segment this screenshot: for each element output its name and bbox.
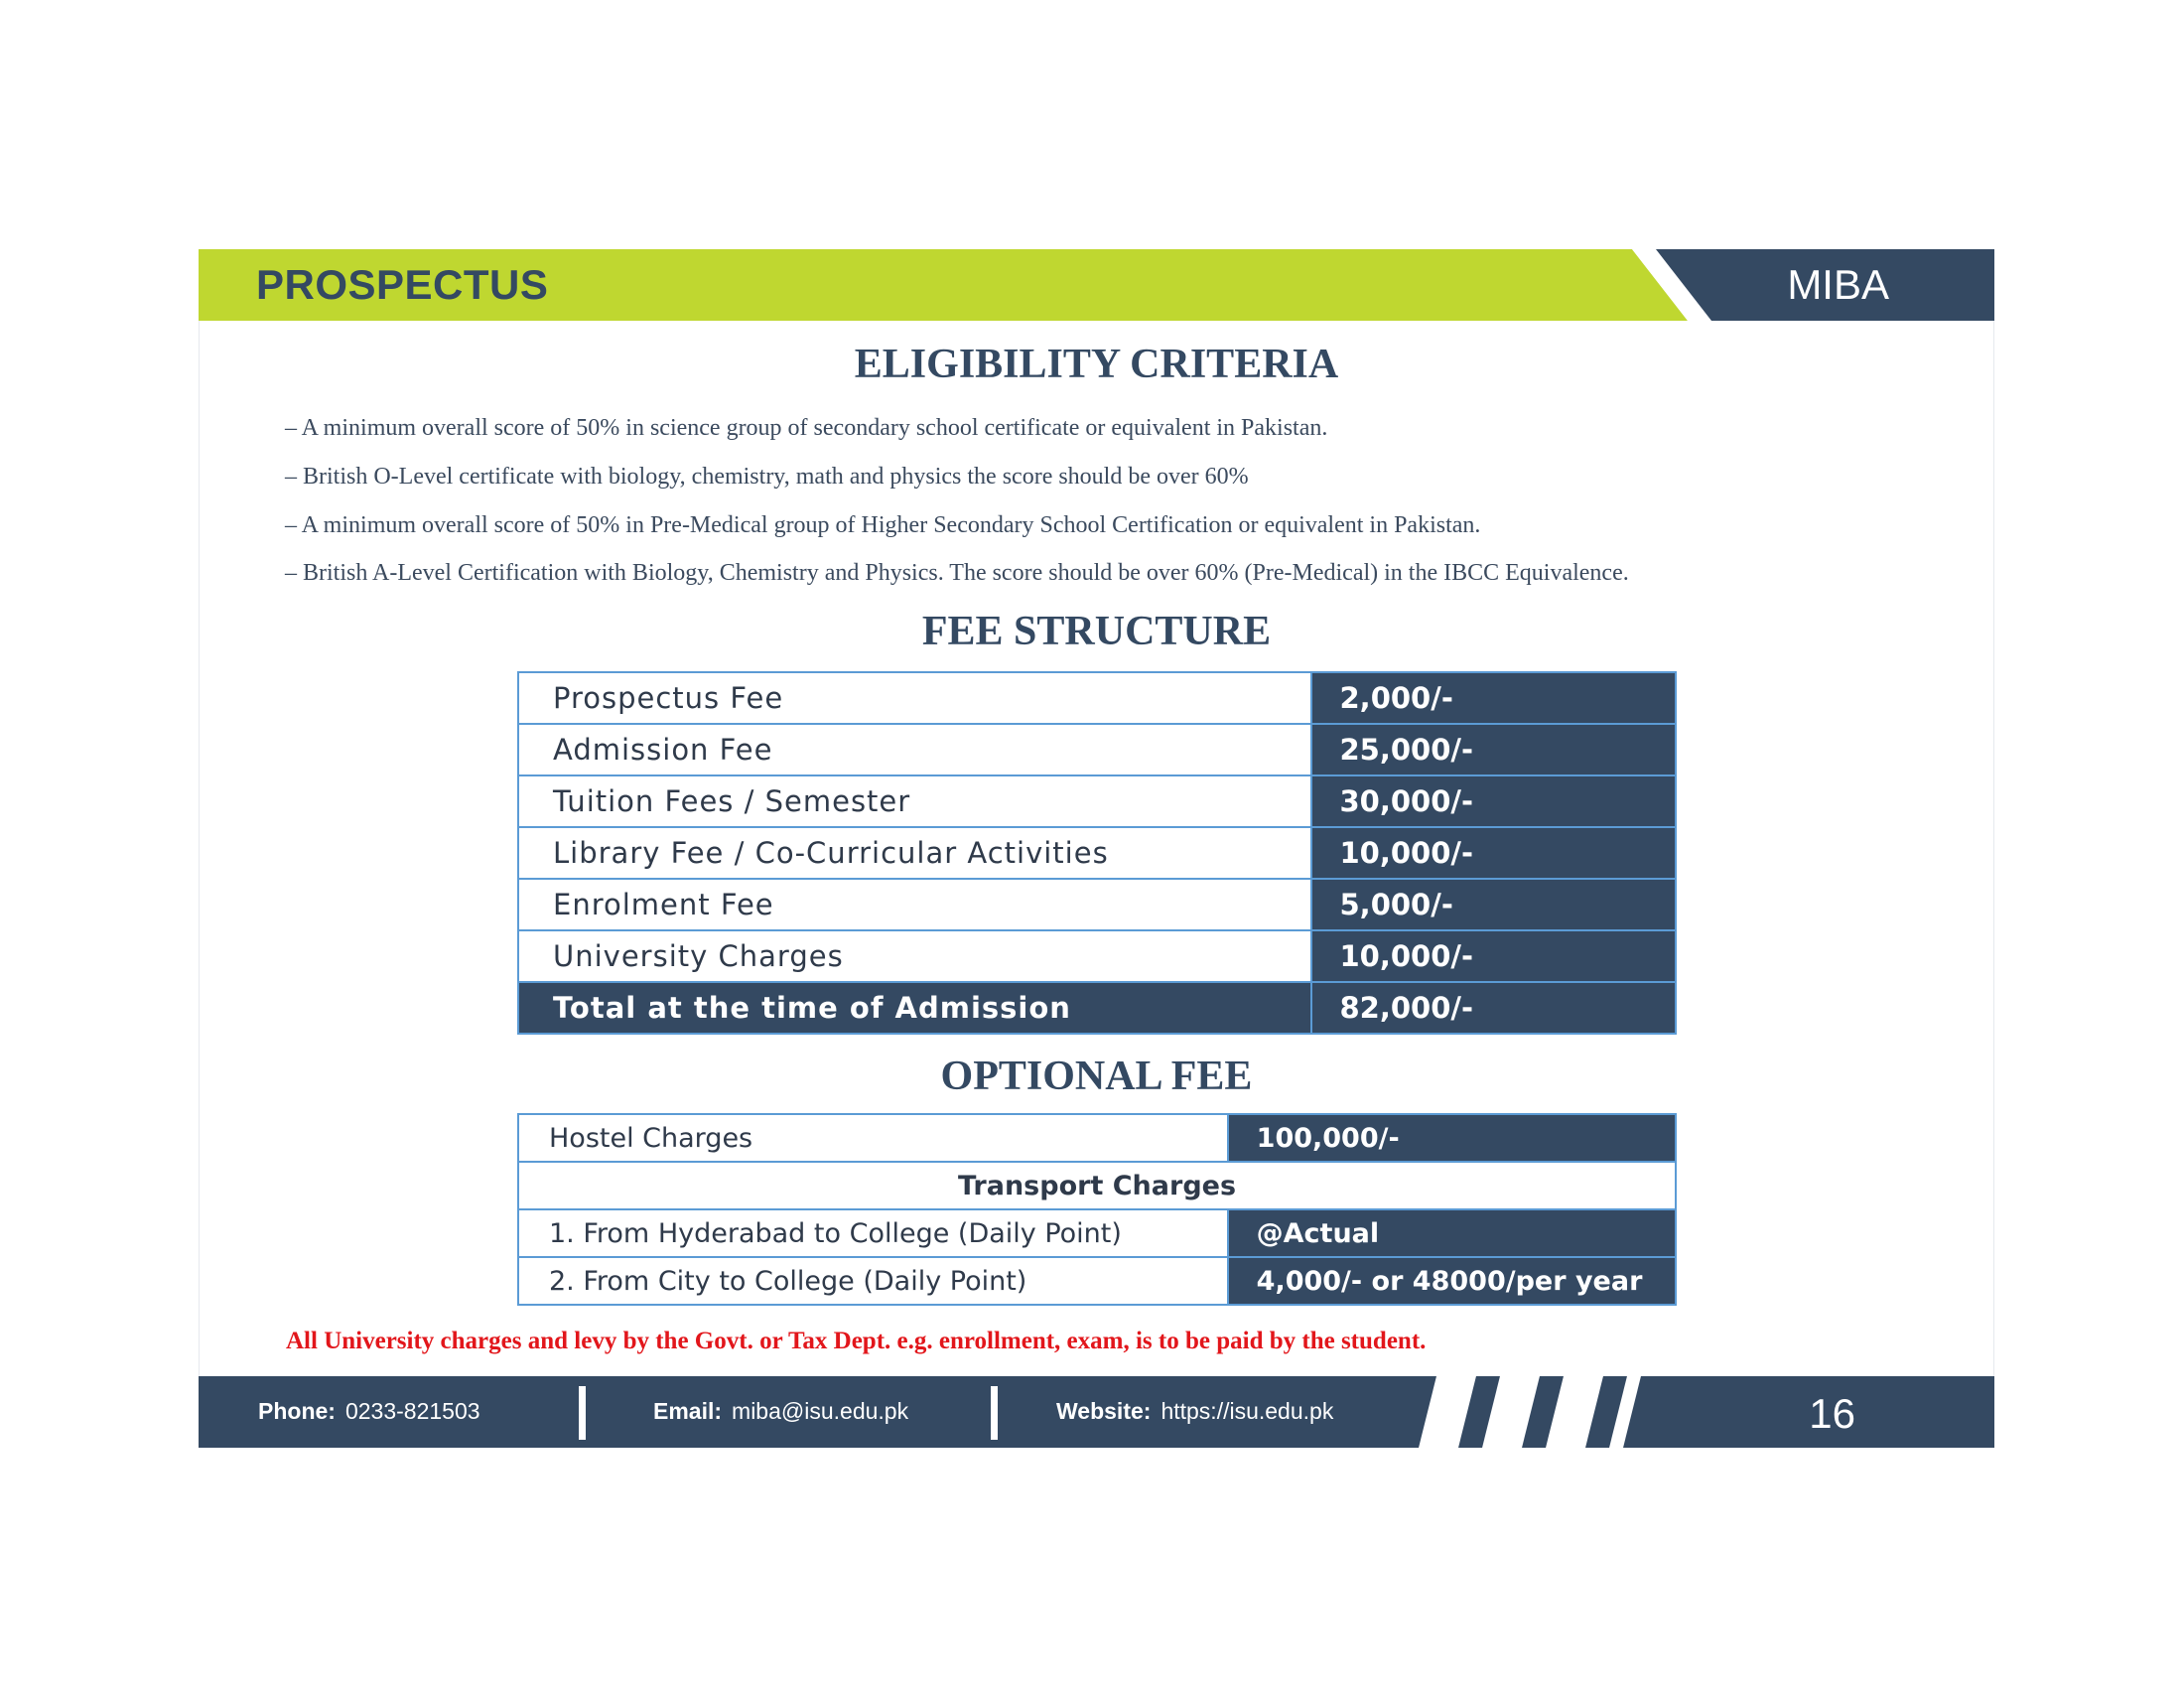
fee-value: 2,000/- xyxy=(1311,672,1677,724)
total-row xyxy=(518,982,1676,1034)
decorative-slash xyxy=(1419,1376,1476,1448)
footer-separator xyxy=(579,1386,586,1440)
criteria-item: – A minimum overall score of 50% in science group of secondary school certificate or equivalent in Pakistan. xyxy=(285,415,1328,441)
fee-value: 10,000/- xyxy=(1311,827,1677,879)
fee-label: University Charges xyxy=(518,930,1311,982)
fee-structure-table xyxy=(517,671,1677,1035)
table-row xyxy=(518,1209,1676,1257)
hostel-label: Hostel Charges xyxy=(518,1114,1228,1162)
fee-structure-heading: FEE STRUCTURE xyxy=(921,609,1272,654)
table-row xyxy=(518,672,1676,724)
table-row xyxy=(518,775,1676,827)
criteria-item: – A minimum overall score of 50% in Pre-Medical group of Higher Secondary School Certification or equivalent in Pakistan. xyxy=(285,512,1481,538)
decorative-slash xyxy=(1546,1376,1603,1448)
fee-label: Library Fee / Co‐Curricular Activities xyxy=(518,827,1311,879)
footer-email xyxy=(653,1398,908,1425)
phone-number[interactable]: 0233-821503 xyxy=(344,1398,480,1424)
eligibility-heading: ELIGIBILITY CRITERIA xyxy=(854,342,1339,387)
payment-note: All University charges and levy by the Govt. or Tax Dept. e.g. enrollment, exam, is to be paid by the student. xyxy=(286,1328,1427,1354)
criteria-item: – British A-Level Certification with Biology, Chemistry and Physics. The score should be over 60% (Pre-Medical) in the IBCC Equivalence. xyxy=(285,560,1629,586)
table-row xyxy=(518,879,1676,930)
hostel-value: 100,000/- xyxy=(1228,1114,1676,1162)
fee-value: 5,000/- xyxy=(1311,879,1677,930)
phone-label: Phone: xyxy=(258,1398,336,1424)
table-row xyxy=(518,1114,1676,1162)
program-badge: MIBA xyxy=(1787,261,1889,308)
table-row xyxy=(518,930,1676,982)
decorative-slash xyxy=(1482,1376,1540,1448)
email-label: Email: xyxy=(653,1398,723,1424)
page-footer xyxy=(199,1376,1994,1448)
fee-label: Enrolment Fee xyxy=(518,879,1311,930)
transport-value: 4,000/- or 48000/per year xyxy=(1228,1257,1676,1305)
table-row xyxy=(518,724,1676,775)
table-row xyxy=(518,1257,1676,1305)
website-label: Website: xyxy=(1056,1398,1152,1424)
fee-label: Tuition Fees / Semester xyxy=(518,775,1311,827)
fee-value: 25,000/- xyxy=(1311,724,1677,775)
footer-phone xyxy=(258,1398,480,1425)
transport-label: 1. From Hyderabad to College (Daily Point) xyxy=(518,1209,1228,1257)
fee-label: Prospectus Fee xyxy=(518,672,1311,724)
optional-fee-table xyxy=(517,1113,1677,1306)
fee-value: 10,000/- xyxy=(1311,930,1677,982)
total-value: 82,000/- xyxy=(1311,982,1677,1034)
transport-label: 2. From City to College (Daily Point) xyxy=(518,1257,1228,1305)
footer-website xyxy=(1056,1398,1333,1425)
fee-label: Admission Fee xyxy=(518,724,1311,775)
header-title: PROSPECTUS xyxy=(256,261,549,308)
fee-value: 30,000/- xyxy=(1311,775,1677,827)
footer-separator xyxy=(991,1386,998,1440)
page-number: 16 xyxy=(1809,1390,1855,1437)
total-label: Total at the time of Admission xyxy=(518,982,1311,1034)
website-link[interactable]: https://isu.edu.pk xyxy=(1160,1398,1334,1424)
email-link[interactable]: miba@isu.edu.pk xyxy=(732,1398,909,1424)
criteria-item: – British O-Level certificate with biology, chemistry, math and physics the score should be over 60% xyxy=(285,464,1249,490)
page-header xyxy=(199,249,1994,321)
decorative-slash xyxy=(1609,1376,1641,1448)
optional-fee-heading: OPTIONAL FEE xyxy=(940,1054,1253,1099)
table-row xyxy=(518,1162,1676,1209)
transport-value: @Actual xyxy=(1228,1209,1676,1257)
table-row xyxy=(518,827,1676,879)
transport-subheading: Transport Charges xyxy=(518,1162,1676,1209)
